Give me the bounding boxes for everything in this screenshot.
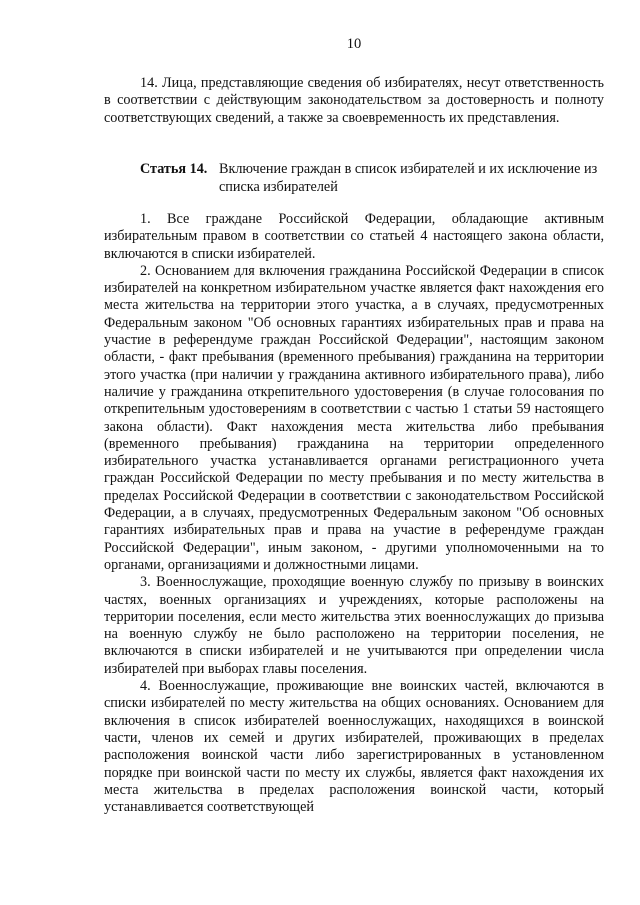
paragraph-1: 1. Все граждане Российской Федерации, обладающие активным избирательным правом в соответствии со статьей 4 настоящего закона области, включаются в списки избирателей. (104, 211, 604, 262)
page-number: 10 (346, 36, 362, 52)
paragraph-3: 3. Военнослужащие, проходящие военную службу по призыву в воинских частях, военных организациях и учреждениях, которые расположены на территории поселения, если место жительства этих военнослужащих до призыва на военную службу не было расположено на территории поселения, не включаются в списки избирателей и не учитываются при определении числа избирателей при выборах главы поселения. (104, 574, 604, 677)
paragraph-4: 4. Военнослужащие, проживающие вне воинских частей, включаются в списки избирателей по месту жительства на общих основаниях. Основанием для включения в список избирателей военнослужащих, находящихся в воинской части, членов их семей и других избирателей, проживающих в пределах расположения воинской части либо зарегистрированных в установленном порядке при воинской части по месту их службы, является факт нахождения их места жительства в пределах расположения воинской части, который устанавливается соответствующей (104, 678, 604, 816)
paragraph-item-14: 14. Лица, представляющие сведения об избирателях, несут ответственность в соответствии с действующим законодательством за достоверность и полноту соответствующих сведений, а также за своевременность их представления. (104, 75, 604, 126)
article-label: Статья 14. (140, 161, 208, 177)
article-title: Включение граждан в список избирателей и их исключение из списка избирателей (219, 161, 598, 195)
article-body (104, 211, 604, 816)
paragraph-2: 2. Основанием для включения гражданина Российской Федерации в список избирателей на конкретном избирательном участке является факт нахождения его места жительства на территории этого участка, а в случаях, предусмотренных Федеральным законом "Об основных гарантиях избирательных прав и права на участие в референдуме граждан Российской Федерации", настоящим законом области, - факт пребывания (временного пребывания) гражданина на территории этого участка (при наличии у гражданина активного избирательного права), либо наличие у гражданина открепительного удостоверения (в случае голосования по открепительным удостоверениям в соответствии с частью 1 статьи 59 настоящего закона области). Факт нахождения места жительства либо пребывания (временного пребывания) гражданина на территории определенного избирательного участка устанавливается органами регистрационного учета граждан Российской Федерации по месту пребывания и по месту жительства в пределах Российской Федерации в соответствии с законодательством Российской Федерации, а в случаях, предусмотренных Федеральным законом "Об основных гарантиях избирательных прав и права на участие в референдуме граждан Российской Федерации", иным законом, - другими уполномоченными на то органами, организациями и должностными лицами. (104, 262, 604, 573)
